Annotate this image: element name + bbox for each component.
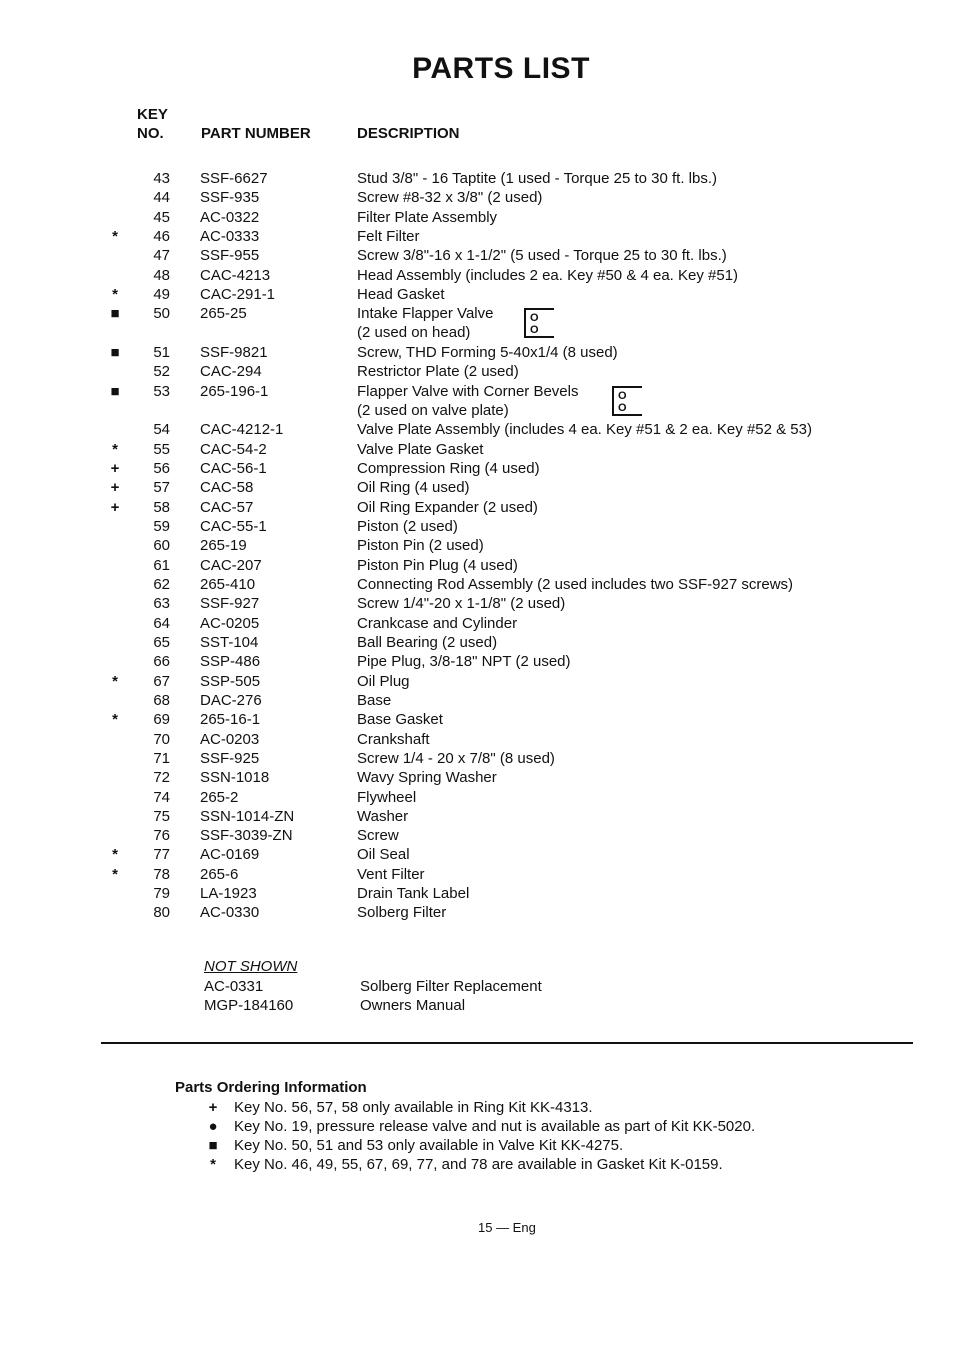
row-marker: * (112, 846, 118, 864)
key-header-line1: KEY (137, 106, 168, 123)
parts-row (0, 459, 954, 478)
part-description: Screw 1/4 - 20 x 7/8" (8 used) (357, 749, 555, 767)
part-description: Screw 3/8"-16 x 1-1/2" (5 used - Torque 25 to 30 ft. lbs.) (357, 247, 727, 265)
part-description: Filter Plate Assembly (357, 208, 498, 226)
part-number: DAC-276 (200, 691, 262, 709)
not-shown-description: Solberg Filter Replacement (360, 978, 542, 995)
part-description: Screw #8-32 x 3/8" (2 used) (357, 189, 543, 207)
key-number: 75 (153, 807, 170, 825)
part-number: SSF-927 (200, 595, 260, 613)
parts-row (0, 478, 954, 497)
key-number: 49 (153, 285, 170, 303)
parts-row (0, 672, 954, 691)
parts-row (0, 440, 954, 459)
dot-marker: ● (208, 1118, 218, 1135)
ordering-note-text: Key No. 19, pressure release valve and nut is available as part of Kit KK-5020. (234, 1118, 756, 1135)
parts-row (0, 845, 954, 864)
part-description: Crankshaft (357, 730, 430, 748)
part-number: AC-0169 (200, 846, 260, 864)
key-number: 44 (153, 189, 170, 207)
part-description: Screw, THD Forming 5-40x1/4 (8 used) (357, 343, 618, 361)
part-number: SSP-505 (200, 672, 261, 690)
row-marker: + (110, 459, 120, 477)
parts-row (0, 807, 954, 826)
part-description: Compression Ring (4 used) (357, 459, 540, 477)
part-description: Felt Filter (357, 227, 420, 245)
part-description: Connecting Rod Assembly (2 used includes two SSF-927 screws) (357, 575, 794, 593)
key-number: 55 (153, 440, 170, 458)
parts-row (0, 498, 954, 517)
part-description: Stud 3/8" - 16 Taptite (1 used - Torque 25 to 30 ft. lbs.) (357, 170, 717, 187)
square-marker: ■ (208, 1137, 218, 1154)
page-title: PARTS LIST (412, 52, 590, 85)
part-number: AC-0322 (200, 208, 260, 226)
part-number: 265-196-1 (200, 382, 269, 400)
part-number: CAC-4212-1 (200, 421, 284, 439)
valve-port-glyph: O (618, 389, 627, 402)
parts-row (0, 884, 954, 903)
row-marker: * (112, 672, 118, 690)
part-description: Washer (357, 807, 409, 825)
part-description: Restrictor Plate (2 used) (357, 363, 519, 381)
part-number: CAC-58 (200, 479, 254, 497)
parts-row (0, 826, 954, 845)
part-description: Piston Pin (2 used) (357, 537, 484, 555)
key-number: 45 (153, 208, 170, 226)
row-marker: * (112, 711, 118, 729)
part-description: Screw 1/4"-20 x 1-1/8" (2 used) (357, 595, 566, 613)
key-number: 48 (153, 266, 170, 284)
part-description: Flywheel (357, 788, 417, 806)
key-number: 57 (153, 479, 170, 497)
parts-row (0, 865, 954, 884)
valve-diagram-icon (612, 386, 642, 416)
part-description-line2: (2 used on valve plate) (357, 401, 509, 419)
key-number: 63 (153, 595, 170, 613)
parts-row (0, 420, 954, 439)
key-number: 67 (153, 672, 170, 690)
key-number: 66 (153, 653, 170, 671)
parts-row (0, 169, 954, 188)
part-number: CAC-294 (200, 363, 262, 381)
key-number: 79 (153, 885, 170, 903)
row-marker: ■ (110, 305, 120, 323)
key-number: 54 (153, 421, 170, 439)
parts-row (0, 749, 954, 768)
key-number: 64 (153, 614, 170, 632)
parts-row (0, 343, 954, 362)
key-number: 74 (153, 788, 170, 806)
key-number: 56 (153, 459, 170, 477)
part-description: Base (357, 691, 392, 709)
part-description: Wavy Spring Washer (357, 769, 497, 787)
part-number: 265-6 (200, 865, 239, 883)
part-number: AC-0330 (200, 904, 260, 922)
not-shown-description: Owners Manual (360, 997, 466, 1014)
part-description: Valve Plate Assembly (includes 4 ea. Key #51 & 2 ea. Key #52 & 53) (357, 421, 812, 439)
row-marker: ■ (110, 382, 120, 400)
row-marker: + (110, 498, 120, 516)
parts-row (0, 285, 954, 304)
parts-row (0, 652, 954, 671)
ordering-note-text: Key No. 56, 57, 58 only available in Ring Kit KK-4313. (234, 1099, 593, 1116)
part-number: SSF-3039-ZN (200, 827, 293, 845)
parts-row (0, 788, 954, 807)
not-shown-part-number: AC-0331 (204, 978, 264, 995)
parts-row (0, 768, 954, 787)
part-number: SSF-9821 (200, 343, 268, 361)
parts-row (0, 362, 954, 381)
part-description: Head Gasket (357, 285, 445, 303)
part-description: Screw (357, 827, 399, 845)
description-header: DESCRIPTION (357, 125, 460, 142)
part-number: CAC-56-1 (200, 459, 267, 477)
parts-row (0, 304, 954, 343)
part-description: Oil Ring Expander (2 used) (357, 498, 538, 516)
part-description: Drain Tank Label (357, 885, 470, 903)
part-description: Piston (2 used) (357, 517, 458, 535)
part-description-line2: (2 used on head) (357, 324, 471, 342)
part-number: 265-25 (200, 305, 247, 323)
key-number: 52 (153, 363, 170, 381)
parts-row (0, 903, 954, 922)
key-header-line2: NO. (137, 125, 164, 142)
key-number: 47 (153, 247, 170, 265)
part-description: Flapper Valve with Corner Bevels (357, 382, 579, 400)
key-number: 69 (153, 711, 170, 729)
parts-row (0, 614, 954, 633)
valve-port-glyph: O (530, 312, 539, 325)
key-number: 46 (153, 227, 170, 245)
part-number: SSP-486 (200, 653, 261, 671)
valve-diagram-icon (524, 308, 554, 338)
part-description: Base Gasket (357, 711, 443, 729)
part-description: Crankcase and Cylinder (357, 614, 518, 632)
part-number-header: PART NUMBER (201, 125, 311, 142)
part-number: 265-410 (200, 575, 256, 593)
row-marker: + (110, 479, 120, 497)
ordering-info-heading: Parts Ordering Information (175, 1079, 367, 1096)
key-number: 65 (153, 633, 170, 651)
part-number: SST-104 (200, 633, 259, 651)
part-number: SSF-955 (200, 247, 260, 265)
parts-row (0, 730, 954, 749)
part-description: Ball Bearing (2 used) (357, 633, 498, 651)
not-shown-heading: NOT SHOWN (204, 958, 298, 975)
part-description: Head Assembly (includes 2 ea. Key #50 & 4 ea. Key #51) (357, 266, 739, 284)
ordering-note-text: Key No. 46, 49, 55, 67, 69, 77, and 78 are available in Gasket Kit K-0159. (234, 1156, 723, 1173)
parts-row (0, 536, 954, 555)
part-number: CAC-291-1 (200, 285, 276, 303)
key-number: 59 (153, 517, 170, 535)
part-number: AC-0333 (200, 227, 260, 245)
key-number: 62 (153, 575, 170, 593)
parts-row (0, 382, 954, 421)
key-number: 76 (153, 827, 170, 845)
row-marker: * (112, 227, 118, 245)
part-description: Pipe Plug, 3/8-18" NPT (2 used) (357, 653, 571, 671)
part-description: Piston Pin Plug (4 used) (357, 556, 518, 574)
part-number: AC-0203 (200, 730, 260, 748)
key-number: 61 (153, 556, 170, 574)
parts-row (0, 691, 954, 710)
key-number: 78 (153, 865, 170, 883)
parts-row (0, 227, 954, 246)
part-description: Solberg Filter (357, 904, 447, 922)
part-number: CAC-57 (200, 498, 254, 516)
part-description: Valve Plate Gasket (357, 440, 484, 458)
part-number: LA-1923 (200, 885, 257, 903)
parts-row (0, 246, 954, 265)
row-marker: * (112, 440, 118, 458)
part-number: 265-2 (200, 788, 239, 806)
key-number: 43 (153, 170, 170, 187)
part-number: 265-19 (200, 537, 247, 555)
part-description: Oil Seal (357, 846, 410, 864)
parts-row (0, 517, 954, 536)
key-number: 70 (153, 730, 170, 748)
part-description: Oil Ring (4 used) (357, 479, 470, 497)
section-divider (101, 1042, 913, 1044)
part-number: SSF-6627 (200, 170, 268, 187)
parts-table (0, 169, 954, 923)
part-number: SSF-935 (200, 189, 260, 207)
valve-port-glyph: O (618, 401, 627, 414)
key-number: 68 (153, 691, 170, 709)
key-number: 80 (153, 904, 170, 922)
parts-row (0, 266, 954, 285)
key-number: 53 (153, 382, 170, 400)
part-description: Intake Flapper Valve (357, 305, 494, 323)
row-marker: * (112, 285, 118, 303)
parts-row (0, 188, 954, 207)
parts-row (0, 208, 954, 227)
part-number: CAC-207 (200, 556, 262, 574)
key-number: 71 (153, 749, 170, 767)
part-number: AC-0205 (200, 614, 260, 632)
not-shown-part-number: MGP-184160 (204, 997, 294, 1014)
key-number: 72 (153, 769, 170, 787)
part-number: CAC-55-1 (200, 517, 267, 535)
plus-marker: + (208, 1099, 218, 1116)
part-number: SSN-1018 (200, 769, 270, 787)
row-marker: * (112, 865, 118, 883)
part-number: 265-16-1 (200, 711, 261, 729)
part-description: Oil Plug (357, 672, 410, 690)
part-number: SSF-925 (200, 749, 260, 767)
key-number: 60 (153, 537, 170, 555)
parts-row (0, 633, 954, 652)
key-number: 77 (153, 846, 170, 864)
valve-port-glyph: O (530, 324, 539, 337)
part-number: CAC-4213 (200, 266, 271, 284)
part-description: Vent Filter (357, 865, 425, 883)
key-number: 50 (153, 305, 170, 323)
parts-row (0, 710, 954, 729)
parts-row (0, 556, 954, 575)
asterisk-marker: * (210, 1156, 216, 1173)
key-number: 51 (153, 343, 170, 361)
row-marker: ■ (110, 343, 120, 361)
ordering-note-text: Key No. 50, 51 and 53 only available in Valve Kit KK-4275. (234, 1137, 624, 1154)
part-number: CAC-54-2 (200, 440, 267, 458)
part-number: SSN-1014-ZN (200, 807, 295, 825)
key-number: 58 (153, 498, 170, 516)
page-number: 15 — Eng (478, 1220, 536, 1235)
parts-row (0, 575, 954, 594)
parts-row (0, 594, 954, 613)
